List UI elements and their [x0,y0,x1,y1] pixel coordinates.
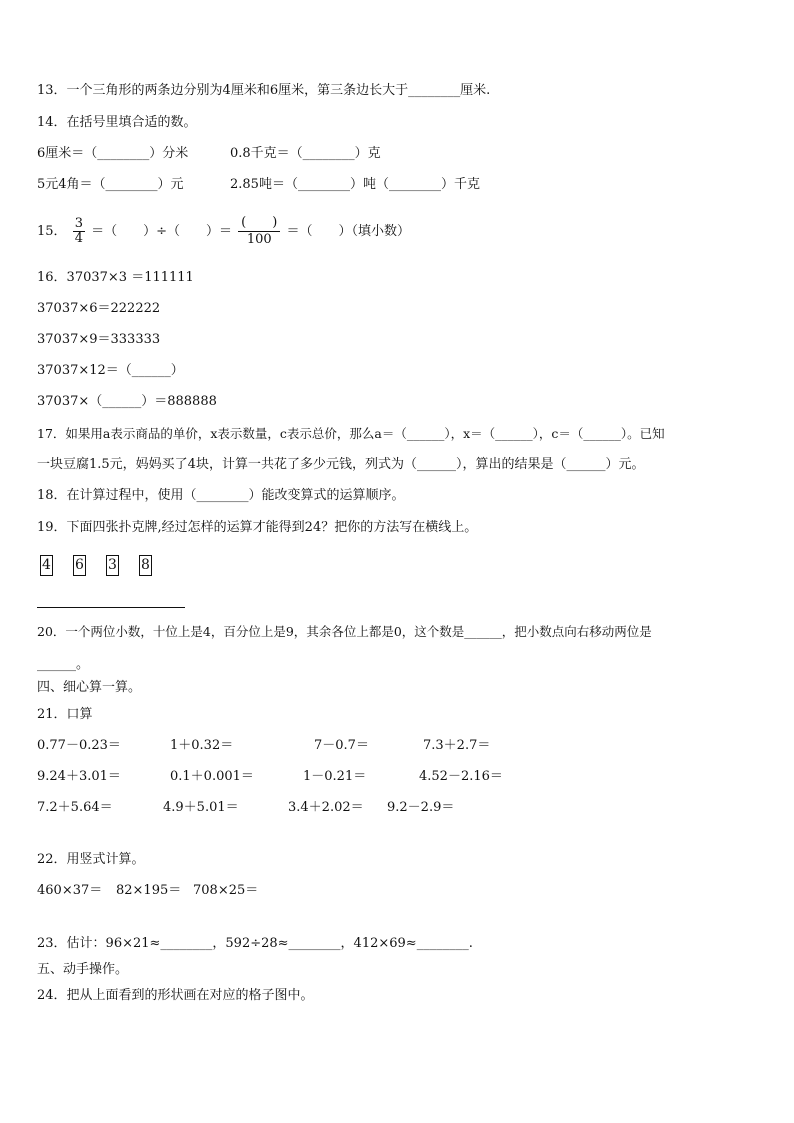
section-5-heading: 五、动手操作。 [37,962,129,977]
question-15-number: 15． [37,224,67,239]
fraction-denominator-100: 100 [246,232,272,247]
vertical-calc-item: 82×195＝ [116,883,182,898]
mental-calc-item: 3.4＋2.02＝ [288,800,364,815]
question-24: 24．把从上面看到的形状画在对应的格子图中。 [37,988,314,1003]
question-22-title: 22．用竖式计算。 [37,852,145,867]
question-16-line-5: 37037×（______）＝888888 [37,394,217,409]
mental-calc-item: 0.77－0.23＝ [37,738,121,753]
vertical-calc-item: 460×37＝ [37,883,103,898]
question-15-tail: ＝（ ）（填小数） [286,224,410,239]
question-19: 19．下面四张扑克牌,经过怎样的运算才能得到24？把你的方法写在横线上。 [37,520,478,535]
question-23: 23．估计：96×21≈________，592÷28≈________，412×69≈________. [37,936,473,951]
question-14-row1-left: 6厘米＝（________）分米 [37,146,189,161]
fraction-blank-numerator: ( ) [238,215,280,232]
section-4-heading: 四、细心算一算。 [37,680,142,695]
playing-card-4: 4 [40,555,53,576]
mental-calc-item: 9.24＋3.01＝ [37,769,121,784]
question-17-line-1: 17．如果用a表示商品的单价，x表示数量，c表示总价，那么a＝（______），x＝（______），c＝（______）。已知 [37,426,665,441]
fraction-denominator: 4 [74,231,83,246]
fraction-over-100 [238,215,280,248]
playing-card-6: 6 [73,555,86,576]
question-14-row2-right: 2.85吨＝（________）吨（________）千克 [230,177,480,192]
mental-calc-item: 0.1＋0.001＝ [170,769,254,784]
question-14-title: 14．在括号里填合适的数。 [37,115,197,130]
answer-line [37,607,185,608]
mental-calc-item: 4.9＋5.01＝ [163,800,239,815]
question-14-row2-left: 5元4角＝（________）元 [37,177,184,192]
mental-calc-item: 4.52－2.16＝ [419,769,503,784]
question-21-title: 21．口算 [37,707,93,722]
mental-calc-item: 7.3＋2.7＝ [423,738,491,753]
playing-card-3: 3 [106,555,119,576]
question-16-line-2: 37037×6＝222222 [37,301,161,316]
question-15 [37,212,410,252]
question-20-line-1: 20．一个两位小数，十位上是4，百分位上是9，其余各位上都是0，这个数是______，把小数点向右移动两位是 [37,624,652,639]
vertical-calc-item: 708×25＝ [193,883,259,898]
question-13: 13．一个三角形的两条边分别为4厘米和6厘米，第三条边长大于________厘米. [37,83,491,98]
question-15-middle: ＝（ ）÷（ ）＝ [91,224,233,239]
question-17-line-2: 一块豆腐1.5元，妈妈买了4块，计算一共花了多少元钱，列式为（______），算出的结果是（______）元。 [37,457,645,472]
question-20-line-2: ______。 [37,657,90,672]
fraction-numerator: 3 [74,216,83,231]
question-16-line-4: 37037×12＝（______） [37,363,184,378]
question-16-line-3: 37037×9＝333333 [37,332,161,347]
mental-calc-item: 1－0.21＝ [303,769,367,784]
fraction-three-quarters [73,217,85,246]
mental-calc-item: 7.2＋5.64＝ [37,800,113,815]
question-18: 18．在计算过程中，使用（________）能改变算式的运算顺序。 [37,488,405,503]
question-14-row1-right: 0.8千克＝（________）克 [230,146,381,161]
question-16-line-1: 16．37037×3 ＝111111 [37,270,194,285]
playing-card-8: 8 [139,555,152,576]
mental-calc-item: 9.2－2.9＝ [387,800,455,815]
mental-calc-item: 1＋0.32＝ [170,738,234,753]
mental-calc-item: 7－0.7＝ [314,738,369,753]
